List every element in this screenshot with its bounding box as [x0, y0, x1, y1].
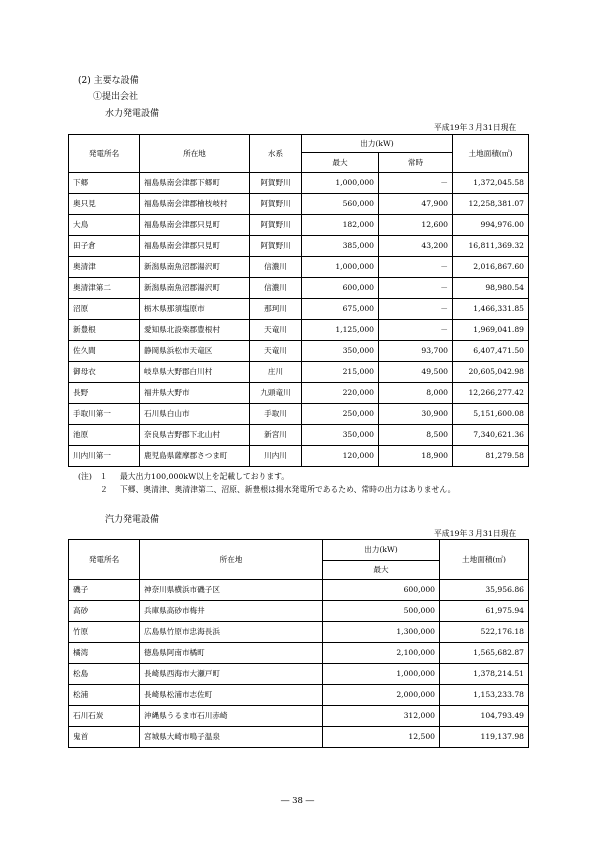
hydro-cell-name: 佐久間: [69, 341, 140, 362]
table-row: [69, 643, 529, 664]
hydro-cell-name: 奥清津: [69, 257, 140, 278]
hydro-cell-max: 350,000: [302, 425, 379, 446]
hydro-cell-normal: 8,500: [379, 425, 453, 446]
hydro-cell-river: 阿賀野川: [250, 173, 302, 194]
hydro-cell-location: 福島県南会津郡只見町: [140, 215, 250, 236]
hydro-cell-normal: 49,500: [379, 362, 453, 383]
hydro-cell-land: 12,266,277.42: [453, 383, 529, 404]
hydro-cell-location: 福島県南会津郡下郷町: [140, 173, 250, 194]
hydro-cell-river: 新宮川: [250, 425, 302, 446]
hydro-cell-location: 福島県南会津郡檜枝岐村: [140, 194, 250, 215]
hydro-cell-max: 215,000: [302, 362, 379, 383]
table-row: [69, 278, 529, 299]
table-row: [69, 425, 529, 446]
hydro-header-output: 出力(kW): [302, 135, 453, 153]
thermal-header-location: 所在地: [140, 540, 323, 580]
hydro-table: [68, 134, 529, 467]
hydro-cell-normal: 47,900: [379, 194, 453, 215]
hydro-cell-location: 福島県南会津郡只見町: [140, 236, 250, 257]
hydro-cell-location: 岐阜県大野郡白川村: [140, 362, 250, 383]
hydro-cell-river: 阿賀野川: [250, 236, 302, 257]
hydro-header-normal: 常時: [379, 153, 453, 173]
thermal-cell-name: 松浦: [69, 685, 140, 706]
hydro-cell-land: 2,016,867.60: [453, 257, 529, 278]
hydro-cell-river: 川内川: [250, 446, 302, 467]
hydro-cell-river: 阿賀野川: [250, 215, 302, 236]
hydro-header-location: 所在地: [140, 135, 250, 173]
hydro-cell-name: 下郷: [69, 173, 140, 194]
page-number: ― 38 ―: [280, 796, 315, 806]
thermal-cell-max: 1,300,000: [323, 622, 440, 643]
note-1-text: 最大出力100,000kW以上を記載しております。: [120, 472, 290, 481]
hydro-cell-max: 560,000: [302, 194, 379, 215]
thermal-cell-land: 35,956.86: [440, 580, 529, 601]
hydro-cell-name: 新豊根: [69, 320, 140, 341]
thermal-cell-land: 1,565,682.87: [440, 643, 529, 664]
thermal-cell-land: 1,153,233.78: [440, 685, 529, 706]
thermal-cell-land: 522,176.18: [440, 622, 529, 643]
hydro-cell-normal: 43,200: [379, 236, 453, 257]
hydro-cell-max: 1,000,000: [302, 257, 379, 278]
hydro-cell-name: 奥只見: [69, 194, 140, 215]
thermal-cell-name: 橘湾: [69, 643, 140, 664]
table-row: [69, 257, 529, 278]
hydro-cell-location: 静岡県浜松市天竜区: [140, 341, 250, 362]
hydro-cell-location: 新潟県南魚沼郡湯沢町: [140, 278, 250, 299]
hydro-cell-name: 奥清津第二: [69, 278, 140, 299]
thermal-cell-name: 高砂: [69, 601, 140, 622]
hydro-cell-name: 手取川第一: [69, 404, 140, 425]
hydro-cell-normal: －: [379, 320, 453, 341]
section-title: (2) 主要な設備: [78, 76, 139, 86]
hydro-cell-location: 愛知県北設楽郡豊根村: [140, 320, 250, 341]
thermal-cell-land: 119,137.98: [440, 727, 529, 748]
thermal-cell-max: 600,000: [323, 580, 440, 601]
hydro-cell-max: 120,000: [302, 446, 379, 467]
hydro-cell-normal: －: [379, 173, 453, 194]
hydro-cell-normal: －: [379, 257, 453, 278]
thermal-header-land: 土地面積(㎡): [440, 540, 529, 580]
thermal-cell-max: 2,000,000: [323, 685, 440, 706]
table-row: [69, 383, 529, 404]
thermal-cell-name: 磯子: [69, 580, 140, 601]
table-row: [69, 580, 529, 601]
thermal-cell-location: 広島県竹原市忠海長浜: [140, 622, 323, 643]
note-2-label: ２: [100, 485, 108, 494]
hydro-cell-location: 福井県大野市: [140, 383, 250, 404]
thermal-table: [68, 539, 529, 748]
hydro-cell-land: 1,372,045.58: [453, 173, 529, 194]
hydro-title: 水力発電設備: [105, 109, 160, 119]
thermal-cell-location: 長崎県西海市大瀬戸町: [140, 664, 323, 685]
hydro-cell-land: 81,279.58: [453, 446, 529, 467]
hydro-cell-location: 奈良県吉野郡下北山村: [140, 425, 250, 446]
hydro-cell-land: 1,466,331.85: [453, 299, 529, 320]
hydro-cell-normal: 8,000: [379, 383, 453, 404]
table-row: [69, 664, 529, 685]
table-row: [69, 320, 529, 341]
thermal-header-output: 出力(kW): [323, 540, 440, 561]
hydro-cell-max: 182,000: [302, 215, 379, 236]
thermal-cell-location: 兵庫県高砂市梅井: [140, 601, 323, 622]
hydro-cell-land: 7,340,621.36: [453, 425, 529, 446]
subsection-title: ①提出会社: [93, 92, 139, 102]
table-row: [69, 446, 529, 467]
hydro-cell-name: 川内川第一: [69, 446, 140, 467]
thermal-header-max: 最大: [323, 561, 440, 580]
hydro-cell-max: 675,000: [302, 299, 379, 320]
thermal-cell-location: 沖縄県うるま市石川赤崎: [140, 706, 323, 727]
hydro-cell-max: 220,000: [302, 383, 379, 404]
table-row: [69, 194, 529, 215]
hydro-cell-land: 20,605,042.98: [453, 362, 529, 383]
thermal-cell-land: 61,975.94: [440, 601, 529, 622]
table-row: [69, 362, 529, 383]
hydro-date: 平成19年３月31日現在: [434, 123, 517, 132]
thermal-cell-name: 松島: [69, 664, 140, 685]
hydro-cell-location: 新潟県南魚沼郡湯沢町: [140, 257, 250, 278]
hydro-cell-name: 沼原: [69, 299, 140, 320]
hydro-cell-name: 池原: [69, 425, 140, 446]
hydro-cell-max: 600,000: [302, 278, 379, 299]
table-row: [69, 299, 529, 320]
hydro-cell-river: 天竜川: [250, 341, 302, 362]
hydro-cell-river: 手取川: [250, 404, 302, 425]
table-row: [69, 622, 529, 643]
hydro-cell-river: 信濃川: [250, 257, 302, 278]
thermal-cell-name: 竹原: [69, 622, 140, 643]
thermal-cell-name: 石川石炭: [69, 706, 140, 727]
thermal-cell-max: 312,000: [323, 706, 440, 727]
thermal-cell-max: 12,500: [323, 727, 440, 748]
hydro-cell-name: 長野: [69, 383, 140, 404]
thermal-cell-max: 2,100,000: [323, 643, 440, 664]
hydro-cell-land: 98,980.54: [453, 278, 529, 299]
hydro-cell-max: 350,000: [302, 341, 379, 362]
thermal-cell-location: 神奈川県横浜市磯子区: [140, 580, 323, 601]
hydro-cell-normal: －: [379, 278, 453, 299]
thermal-cell-max: 500,000: [323, 601, 440, 622]
table-row: [69, 685, 529, 706]
table-row: [69, 173, 529, 194]
table-row: [69, 236, 529, 257]
table-row: [69, 215, 529, 236]
thermal-cell-land: 104,793.49: [440, 706, 529, 727]
hydro-header-land: 土地面積(㎡): [453, 135, 529, 173]
hydro-cell-normal: 93,700: [379, 341, 453, 362]
table-row: [69, 706, 529, 727]
hydro-cell-river: 天竜川: [250, 320, 302, 341]
table-row: [69, 341, 529, 362]
thermal-table-body: [69, 580, 529, 748]
hydro-table-body: [69, 173, 529, 467]
hydro-cell-name: 御母衣: [69, 362, 140, 383]
hydro-cell-max: 1,125,000: [302, 320, 379, 341]
thermal-header-name: 発電所名: [69, 540, 140, 580]
note-2-text: 下郷、奥清津、奥清津第二、沼原、新豊根は揚水発電所であるため、常時の出力はありません。: [120, 485, 456, 494]
hydro-cell-land: 5,151,600.08: [453, 404, 529, 425]
hydro-cell-normal: 18,900: [379, 446, 453, 467]
hydro-cell-land: 994,976.00: [453, 215, 529, 236]
hydro-cell-river: 信濃川: [250, 278, 302, 299]
hydro-header-river: 水系: [250, 135, 302, 173]
hydro-cell-normal: 30,900: [379, 404, 453, 425]
table-row: [69, 404, 529, 425]
hydro-cell-location: 鹿児島県薩摩郡さつま町: [140, 446, 250, 467]
hydro-cell-max: 385,000: [302, 236, 379, 257]
hydro-cell-normal: －: [379, 299, 453, 320]
thermal-cell-name: 鬼首: [69, 727, 140, 748]
hydro-cell-name: 大鳥: [69, 215, 140, 236]
hydro-cell-land: 6,407,471.50: [453, 341, 529, 362]
table-row: [69, 727, 529, 748]
hydro-cell-location: 石川県白山市: [140, 404, 250, 425]
hydro-cell-name: 田子倉: [69, 236, 140, 257]
hydro-cell-river: 那珂川: [250, 299, 302, 320]
thermal-title: 汽力発電設備: [105, 515, 160, 525]
hydro-cell-max: 1,000,000: [302, 173, 379, 194]
hydro-cell-river: 庄川: [250, 362, 302, 383]
hydro-cell-location: 栃木県那須塩原市: [140, 299, 250, 320]
thermal-cell-max: 1,000,000: [323, 664, 440, 685]
thermal-date: 平成19年３月31日現在: [434, 529, 517, 538]
hydro-cell-max: 250,000: [302, 404, 379, 425]
thermal-cell-land: 1,378,214.51: [440, 664, 529, 685]
hydro-cell-land: 12,258,381.07: [453, 194, 529, 215]
hydro-cell-land: 1,969,041.89: [453, 320, 529, 341]
hydro-header-max: 最大: [302, 153, 379, 173]
hydro-cell-river: 九頭竜川: [250, 383, 302, 404]
hydro-cell-land: 16,811,369.32: [453, 236, 529, 257]
table-row: [69, 601, 529, 622]
thermal-cell-location: 徳島県阿南市橘町: [140, 643, 323, 664]
hydro-header-name: 発電所名: [69, 135, 140, 173]
thermal-cell-location: 宮城県大崎市鳴子温泉: [140, 727, 323, 748]
note-1-label: (注) １: [78, 472, 108, 481]
hydro-cell-river: 阿賀野川: [250, 194, 302, 215]
thermal-cell-location: 長崎県松浦市志佐町: [140, 685, 323, 706]
hydro-cell-normal: 12,600: [379, 215, 453, 236]
